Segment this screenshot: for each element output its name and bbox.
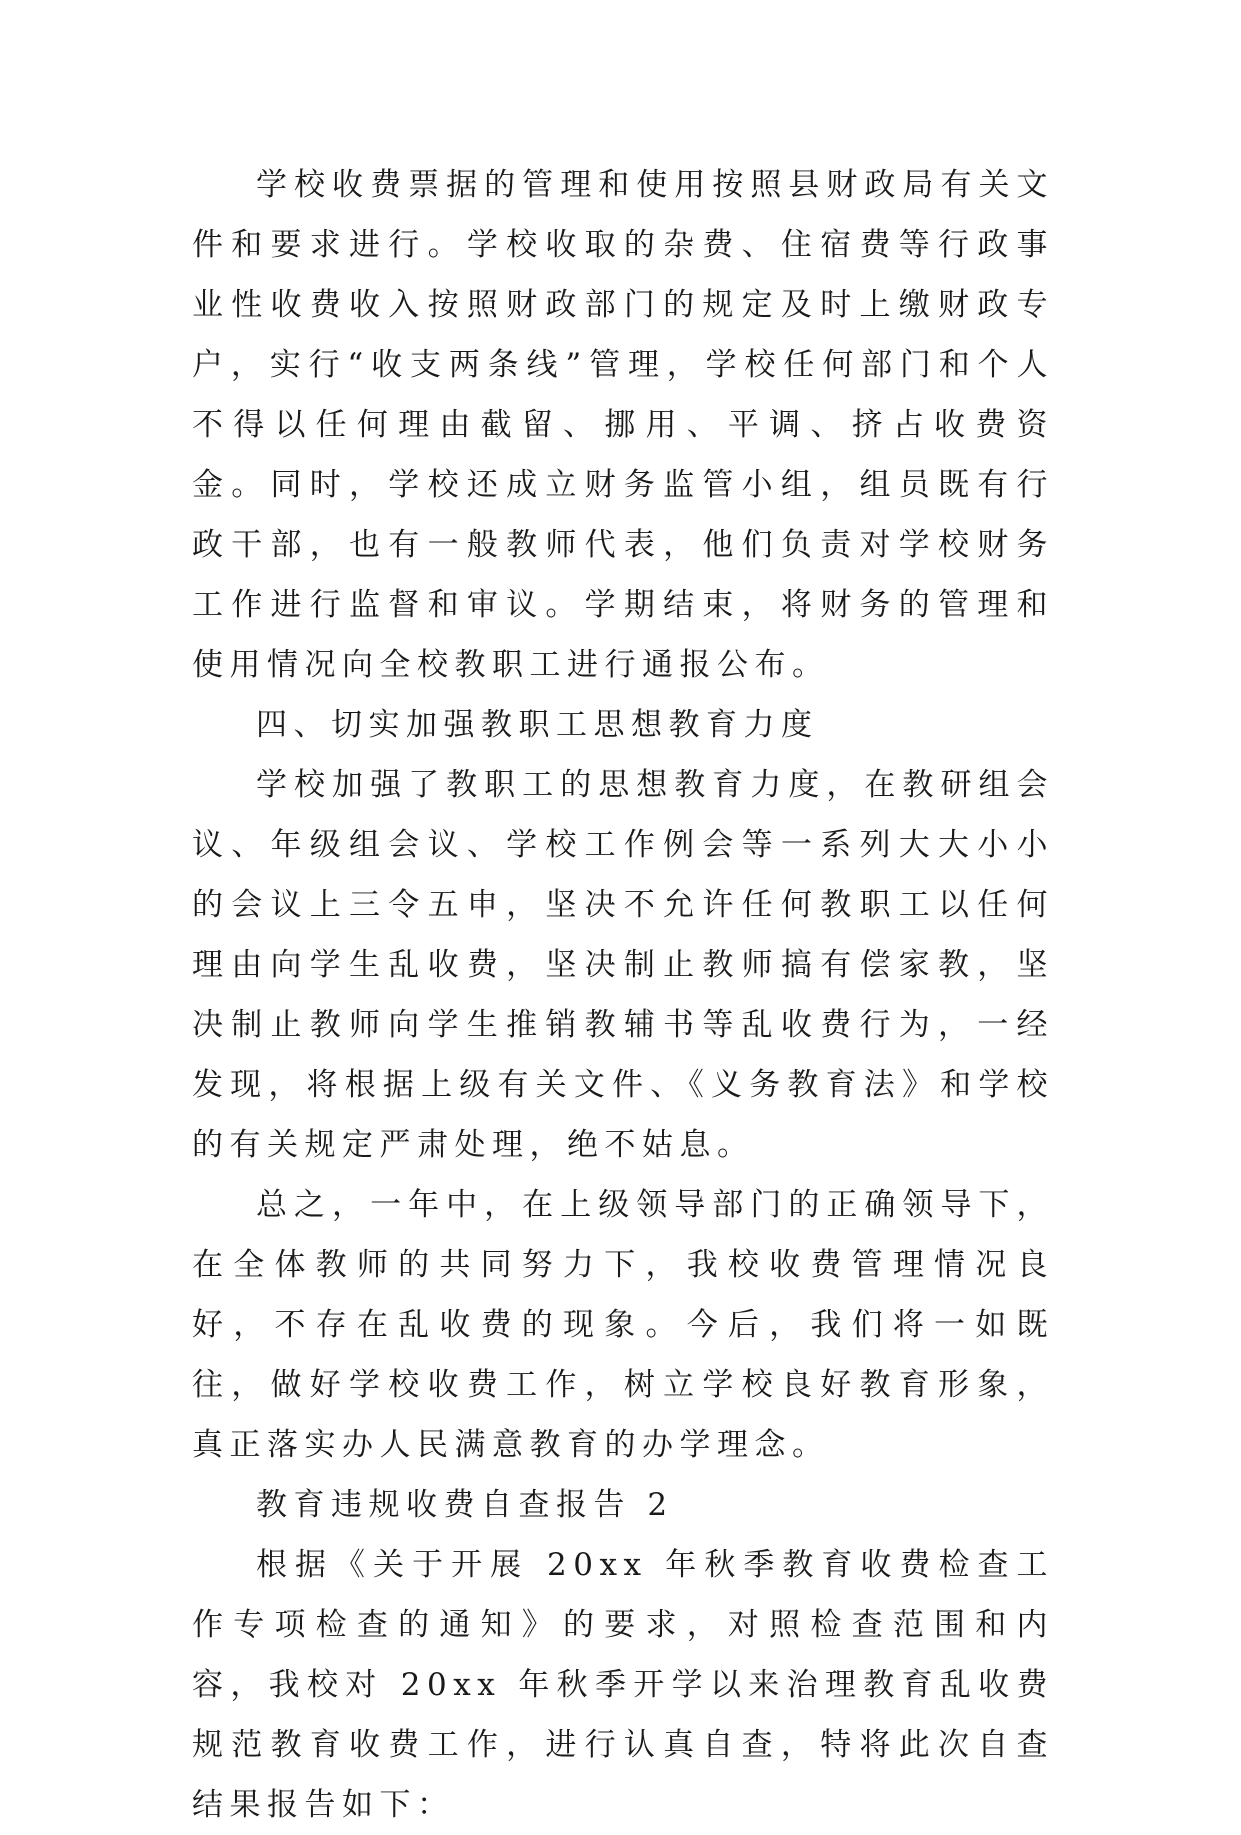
section-heading-staff-education: 四、切实加强教职工思想教育力度 bbox=[256, 707, 819, 743]
paragraph-summary: 总之，一年中，在上级领导部门的正确领导下，在全体教师的共同努力下，我校收费管理情况良好，不存在乱收费的现象。今后，我们将一如既往，做好学校收费工作，树立学校良好教育形象，真正落实办人民满意教育的办学理念。 bbox=[192, 1187, 1054, 1463]
document-body bbox=[192, 155, 1054, 1835]
paragraph-report-intro: 根据《关于开展 20xx 年秋季教育收费检查工作专项检查的通知》的要求，对照检查范围和内容，我校对 20xx 年秋季开学以来治理教育乱收费规范教育收费工作，进行认真自查，特将此次自查结果报告如下： bbox=[192, 1547, 1054, 1823]
section-heading-report-2: 教育违规收费自查报告 2 bbox=[256, 1487, 674, 1523]
paragraph-staff-education: 学校加强了教职工的思想教育力度，在教研组会议、年级组会议、学校工作例会等一系列大大小小的会议上三令五申，坚决不允许任何教职工以任何理由向学生乱收费，坚决制止教师搞有偿家教，坚决制止教师向学生推销教辅书等乱收费行为，一经发现，将根据上级有关文件、《义务教育法》和学校的有关规定严肃处理，绝不姑息。 bbox=[192, 767, 1054, 1163]
paragraph-fee-receipts: 学校收费票据的管理和使用按照县财政局有关文件和要求进行。学校收取的杂费、住宿费等行政事业性收费收入按照财政部门的规定及时上缴财政专户，实行“收支两条线”管理，学校任何部门和个人不得以任何理由截留、挪用、平调、挤占收费资金。同时，学校还成立财务监管小组，组员既有行政干部，也有一般教师代表，他们负责对学校财务工作进行监督和审议。学期结束，将财务的管理和使用情况向全校教职工进行通报公布。 bbox=[192, 167, 1054, 683]
